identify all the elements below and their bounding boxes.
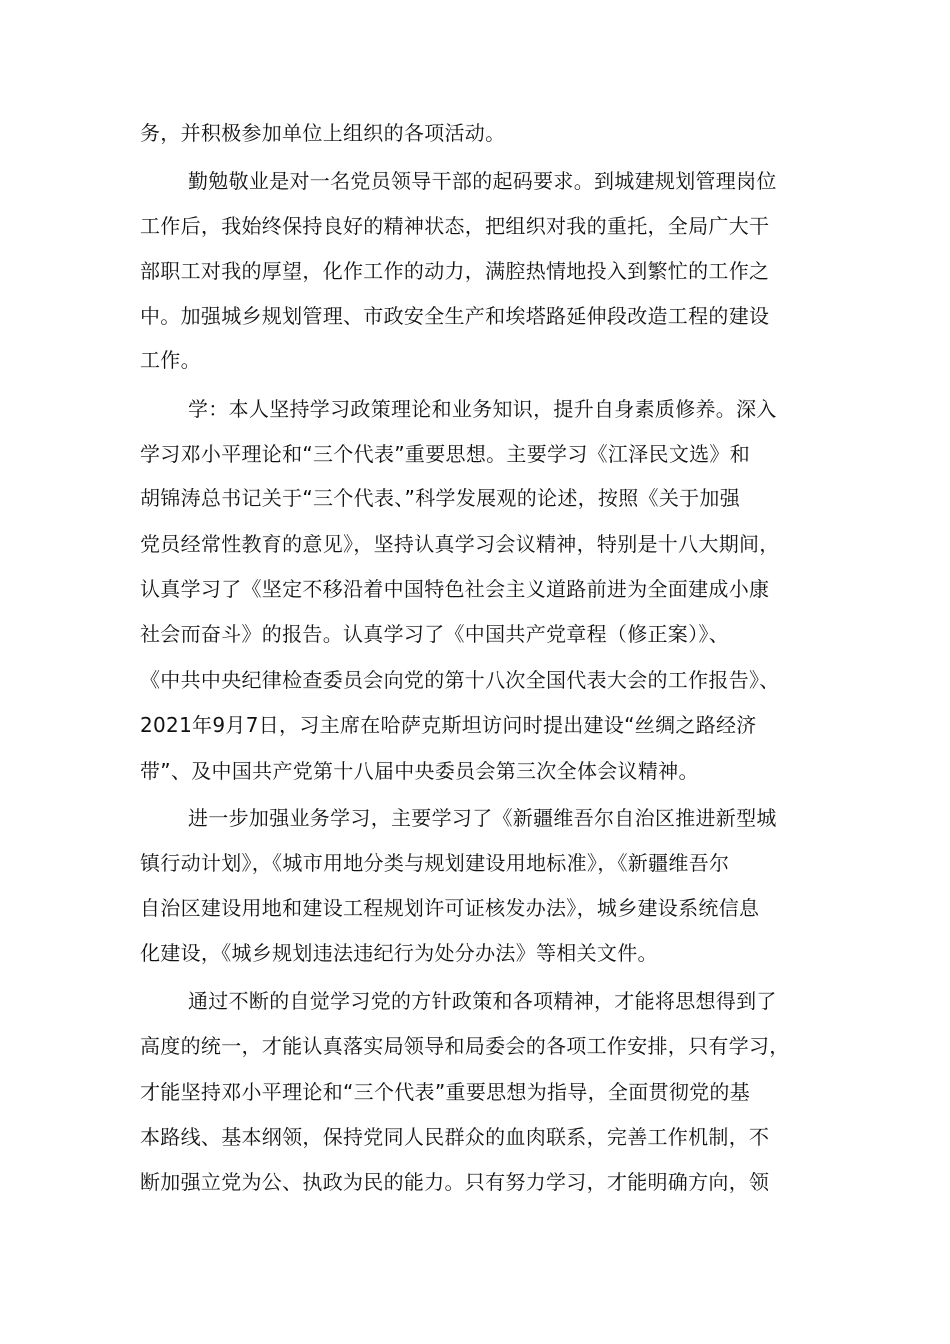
text-line: 部职工对我的厚望，化作工作的动力，满腔热情地投入到繁忙的工作之 [140,259,770,283]
text-line: 镇行动计划》，《城市用地分类与规划建设用地标准》，《新疆维吾尔 [140,851,730,875]
text-line: 中。加强城乡规划管理、市政安全生产和埃塔路延伸段改造工程的建设 [140,304,770,328]
paragraph-first-line: 学：本人坚持学习政策理论和业务知识，提升自身素质修养。深入 [188,397,777,421]
text-line: 认真学习了《坚定不移沿着中国特色社会主义道路前进为全面建成小康 [140,577,770,601]
text-line: 工作后，我始终保持良好的精神状态，把组织对我的重托，全局广大干 [140,214,770,238]
text-line: 断加强立党为公、执政为民的能力。只有努力学习，才能明确方向，领 [140,1170,770,1194]
text-line: 2021年9月7日，习主席在哈萨克斯坦访问时提出建设“丝绸之路经济 [140,713,757,737]
paragraph-first-line: 勤勉敬业是对一名党员领导干部的起码要求。到城建规划管理岗位 [188,169,777,193]
text-line: 本路线、基本纲领，保持党同人民群众的血肉联系，完善工作机制，不 [140,1125,770,1149]
text-line: 党员经常性教育的意见》，坚持认真学习会议精神，特别是十八大期间， [140,532,780,556]
text-line: 自治区建设用地和建设工程规划许可证核发办法》，城乡建设系统信息 [140,896,760,920]
text-line: 才能坚持邓小平理论和“三个代表”重要思想为指导，全面贯彻党的基 [140,1080,751,1104]
text-line: 社会而奋斗》的报告。认真学习了《中国共产党章程（修正案）》、 [140,622,729,646]
paragraph-first-line: 进一步加强业务学习，主要学习了《新疆维吾尔自治区推进新型城 [188,806,777,830]
text-line: 高度的统一，才能认真落实局领导和局委会的各项工作安排，只有学习， [140,1034,790,1058]
paragraph-first-line: 通过不断的自觉学习党的方针政策和各项精神，才能将思想得到了 [188,989,777,1013]
text-line: 胡锦涛总书记关于“三个代表、”科学发展观的论述，按照《关于加强 [140,486,741,510]
text-line: 学习邓小平理论和“三个代表”重要思想。主要学习《江泽民文选》和 [140,442,751,466]
text-line: 务，并积极参加单位上组织的各项活动。 [140,121,506,145]
text-line: 带”、及中国共产党第十八届中央委员会第三次全体会议精神。 [140,759,699,783]
text-line: 《中共中央纪律检查委员会向党的第十八次全国代表大会的工作报告》、 [140,668,780,692]
text-line: 工作。 [140,348,201,372]
text-line: 化建设，《城乡规划违法违纪行为处分办法》等相关文件。 [140,941,658,965]
